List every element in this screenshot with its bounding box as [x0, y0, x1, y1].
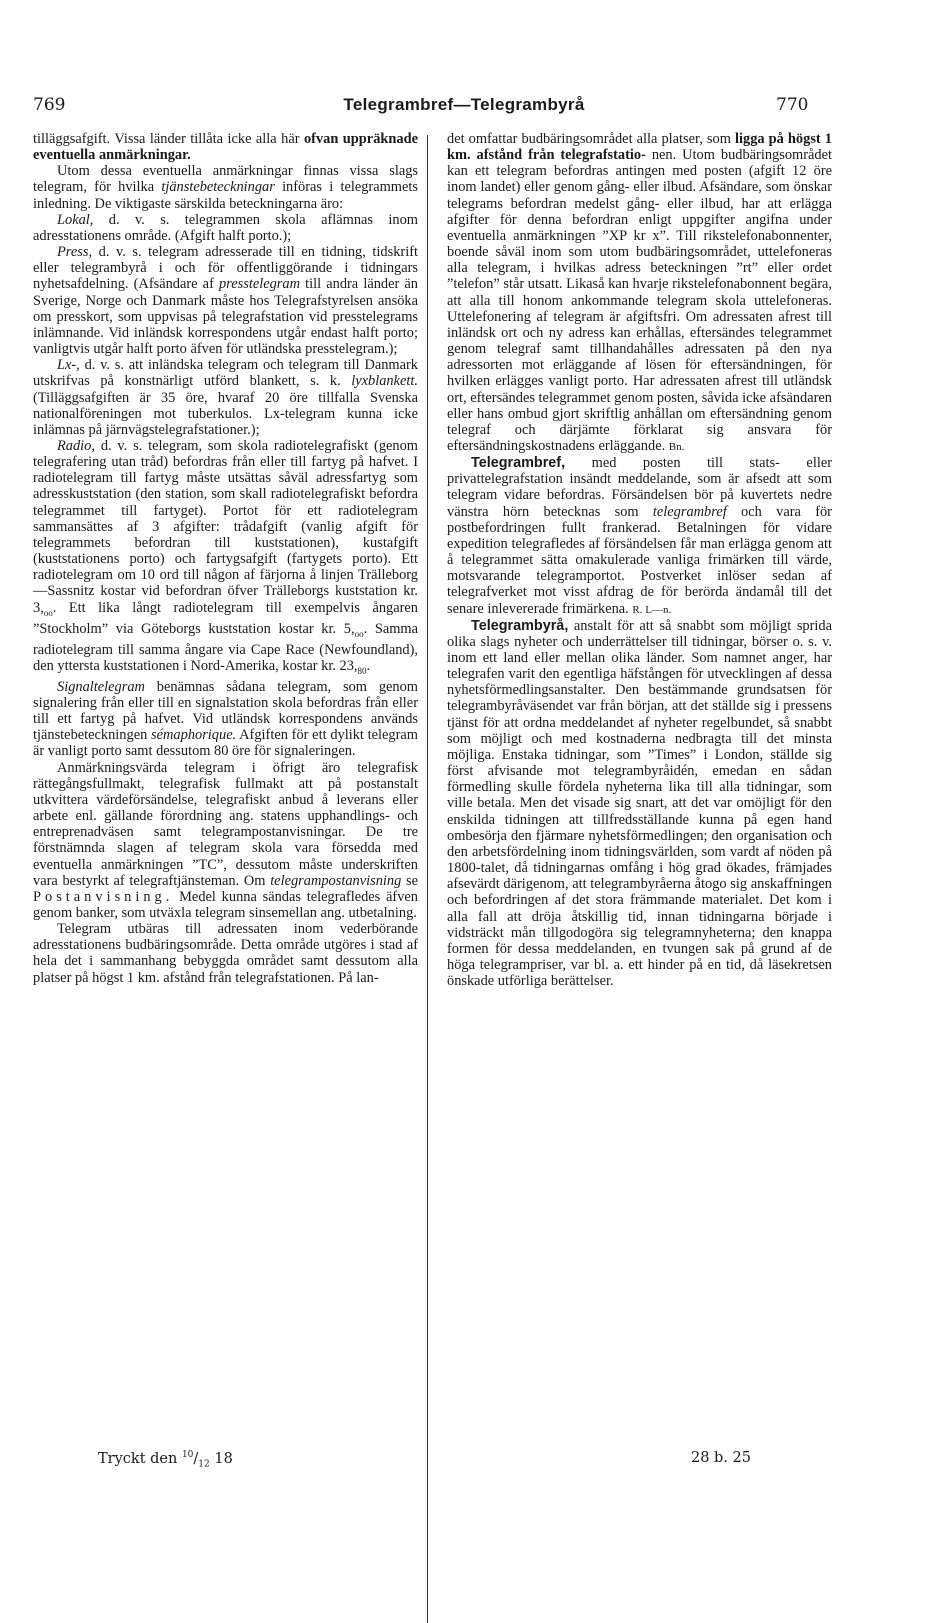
paragraph [33, 163, 418, 211]
text: Medel kunna sändas telegrafledes äfven genom banker, som utväxla telegram sinsemellan ang. utbetalning. [33, 888, 418, 921]
entry-headword: Telegrambref, [471, 455, 566, 472]
text: . Samma radiotelegram till samma ångare via Cape Race (Newfoundland), den yttersta kuststationen i Nord-Amerika, kostar kr. 23, [33, 620, 418, 674]
paragraph-lx [33, 357, 418, 438]
text: Utom dessa eventuella anmärkningar finnas vissa slags telegram, för hvilka [33, 163, 418, 196]
italic-term: Lokal, [57, 211, 94, 228]
text: nen. Utom budbäringsområdet kan ett telegram befordras antingen med posten (afgift 12 öre inom landet) eller genom gång- eller ilbud. Afsändare, som önskar telegrams befordran medelst gång- eller ilbud, har att erlägga afgifter för denna befordran enligt uppgifter angifna under eventuella anmärkningen ”XP kr x”. Till rikstelefonabonnenter, boende såväl inom som utom budbäringsområdet, uttelefoneras alla telegram, i hvilkas adress beteckningen ”rt” eller ordet ”telefon” står utsatt. Likaså kan hvarje rikstelefonabonnent begära, att alla till honom ankommande telegram skola uttelefoneras. Uttelefonering af telegram är afgiftsfri. Om adressaten afrest till inländsk ort och ny adress kan erhållas, eftersändes telegrammet genom telegraf samt tillhandahålles adressaten på den nya adressorten mot erläggande af lösen för eftersändningen, för hvilken erlägges vanligt porto. Har adressaten afrest till utländsk ort, eftersändes telegrammet genom posten, såvida icke afsändaren eller hans ombud gjort skriftlig anhållan om eftersändning genom telegraf och därjämte förklarat sig ansvara för eftersändningskostnadens erläggande. [447, 147, 832, 454]
text: d. v. s. telegram, som skola radiotelegrafiskt (genom telegrafering utan tråd) befordras från eller till fartyg på hafvet. I radiotelegram till fartyg måste utsättas såväl adressfartyg som adresskuststation (den station, som skall radiotelegrafiskt befordra telegrammet till fartyget). Portot för ett radiotelegram sammansättes af 3 afgifter: trådafgift (vanlig afgift för telegrammets befordran till kuststationen), kustafgift (kuststationens porto) och fartygsafgift (fartygets porto). Ett radiotelegram om 10 ord till någon af färjorna å linjen Trälleborg—Sassnitz kostar vid befordran öfver Trälleborgs kuststation kr. 3, [33, 437, 418, 616]
cross-reference: Postanvisning. [33, 888, 174, 905]
paragraph-lokal [33, 212, 418, 244]
entry-telegrambyra [447, 618, 832, 990]
paragraph-anmarkning [33, 760, 418, 922]
entry-telegrambref [447, 455, 832, 618]
paragraph-continued [447, 131, 832, 455]
text: Telegram utbäras till adressaten inom vederbörande adresstationens budbäringsområde. Detta område utgöres i stad af hela det i sammanhang bebyggda området samt dessutom alla platser på högst 1 km. afstånd från telegrafstationen. På lan- [33, 921, 418, 986]
italic-term: lyxblankett. [351, 373, 418, 390]
italic-term: telegrampostanvisning [270, 872, 402, 889]
paragraph-signal [33, 679, 418, 760]
text: Tryckt den [98, 1450, 178, 1467]
text: med posten till stats- eller privattelegrafstation insändt meddelande, som är afsedt att som telegram vidare befordras. Försändelsen bör på kuvertets nedre vänstra hörn betecknas som [447, 455, 832, 520]
superscript: 10 [181, 1450, 194, 1460]
paragraph-continued [33, 131, 418, 163]
text: ligga på högst 1 km. afstånd från telegrafstatio- [447, 131, 832, 164]
text: ofvan uppräknade eventuella anmärkningar. [33, 131, 418, 164]
author-signature: R. L—n. [632, 603, 672, 616]
text: . [366, 657, 371, 674]
left-column [33, 131, 418, 986]
paragraph-radio [33, 438, 418, 679]
text: det omfattar budbäringsområdet alla platser, som [447, 131, 731, 147]
italic-term: Lx-, [57, 357, 80, 374]
right-column [447, 131, 832, 989]
text: Afgiften för ett dylikt telegram är vanligt porto samt dessutom 80 öre för signaleringen. [33, 727, 418, 760]
text: d. v. s. telegrammen skola aflämnas inom adresstationens område. (Afgift halft porto.); [33, 211, 418, 244]
text: . Ett lika långt radiotelegram till exempelvis ångaren ”Stockholm” via Göteborgs kuststation kostar kr. 5, [33, 599, 418, 637]
column-divider [427, 135, 428, 1623]
text: till andra länder än Sverige, Norge och Danmark måste hos Telegrafstyrelsen ansöka om presskort, som uppvisas på telegrafstation vid presstelegrams inlämnande. Vid inländsk korrespondens utgår endast halft porto; vanligtvis utgår halft porto äfven för utländska presstelegram.); [33, 276, 418, 358]
text: d. v. s. att inländska telegram och telegram till Danmark utskrifvas på konstnärligt utförd blankett, s. k. [33, 357, 418, 390]
text: se [405, 872, 418, 889]
signature-mark: 28 b. 25 [691, 1450, 752, 1466]
paragraph-utbaring [33, 921, 418, 986]
italic-term: telegrambref [652, 503, 727, 520]
text: / [193, 1450, 199, 1467]
italic-term: tjänstebeteckningar [161, 179, 275, 196]
author-signature: Bn. [668, 440, 685, 453]
subscript: oo [354, 628, 364, 639]
page-number-right: 770 [776, 95, 809, 115]
italic-term: presstelegram [218, 276, 300, 293]
subscript: 12 [198, 1459, 210, 1470]
italic-term: sémaphorique. [151, 727, 237, 744]
page-number-left: 769 [33, 95, 66, 115]
italic-term: Press, [57, 244, 93, 261]
text: införas i telegrammets inledning. De viktigaste särskilda beteckningarna äro: [33, 179, 418, 212]
text: benämnas sådana telegram, som genom signalering från eller till en signalstation skola befordras från eller till ett fartyg på hafvet. Vid utländsk korrespondens används tjänstebeteckningen [33, 678, 418, 744]
entry-headword: Telegrambyrå, [471, 617, 569, 634]
paragraph-press [33, 244, 418, 357]
italic-term: Radio, [57, 437, 95, 454]
running-title: Telegrambref—Telegrambyrå [343, 95, 585, 114]
subscript: oo [43, 607, 53, 618]
print-date [98, 1450, 233, 1470]
text: (Tilläggsafgiften är 35 öre, hvaraf 20 öre tillfalla Svenska nationalföreningen mot tuberkulos. Lx-telegram kunna icke inlämnas på järnvägstelegrafstationer.); [33, 389, 418, 438]
text: tilläggsafgift. Vissa länder tillåta icke alla här [33, 131, 300, 147]
subscript: 80 [357, 665, 367, 676]
text: anstalt för att så snabbt som möjligt sprida olika slags nyheter och underrättelser till tidningar, börser o. s. v. inom ett land eller mellan olika länder. Som namnet anger, har telegrafen varit den egentliga häfstången för utvecklingen af dessa nyhetsförmedlingsanstalter. Den bestämmande grundsatsen för telegrambyråväsendet var från början, att det ställde sig i pressens tjänst för att ordna meddelandet af nyheter regelbundet, så snabbt som möjligt och med kostnaderna nedbragta till det minsta möjliga. Enstaka tidningar, som ”Times” i London, ställde sig först afvisande mot telegrambyråidén, emedan en sådan förmedling skulle fördela nyheterna lika till alla tidningar, som ville betala. Men det visade sig snart, att det var omöjligt för den enskilda tidningen att tillfredsställande kunna på egen hand ombesörja den fjärmare nyhetsförmedlingen; den organisation och den arbetsfördelning inom tidningsvärlden, som vardt af nöden på 1800-talet, då tidningarnas omfång i hög grad ökades, främjades afsevärdt därigenom, att telegrambyråerna åtogo sig anskaffningen och befordringen af det stora främmande materialet. Det kom i alla fall att dröja åtskillig tid, innan tidningarna började i vidsträckt mån tillgodogöra sig telegramnyheterna; den knappa formen för dessa meddelanden, en tvungen sak på grund af de höga telegrampriser, var bl. a. ett hinder på en tid, då läsekretsen önskade utförliga berättelser. [447, 617, 832, 990]
italic-term: Signaltelegram [57, 678, 145, 695]
text: d. v. s. telegram adresserade till en tidning, tidskrift eller telegrambyrå i och för offentliggörande i tidningars nyhetsafdelning. (Afsändare af [33, 244, 418, 293]
text: 18 [214, 1450, 233, 1467]
text: och vara för postbefordringen fullt frankerad. Betalningen för vidare expedition telegrafledes af försändelsen får man erlägga genom att å telegrammet sätta omakulerade vanliga frimärken till värde, motsvarande telegramportot. Postverket inlöser sedan af telegrafverket mot visst afdrag de för berörda ändamål till det senare inlevererade frimärkena. [447, 503, 832, 617]
text: Anmärkningsvärda telegram i öfrigt äro telegrafisk rättegångsfullmakt, telegrafisk fullmakt att på postanstalt utkvittera värdeförsändelse, telegrafiskt anbud å leverans eller arbete enl. gällande förordning ang. statens upphandlings- och entreprenadväsen samt telegrampostanvisningar. De tre förstnämnda slagen af telegram skola vara försedda med eventuella anmärkningen ”TC”, dessutom måste underskriften vara bestyrkt af telegraftjänsteman. Om [33, 759, 418, 889]
